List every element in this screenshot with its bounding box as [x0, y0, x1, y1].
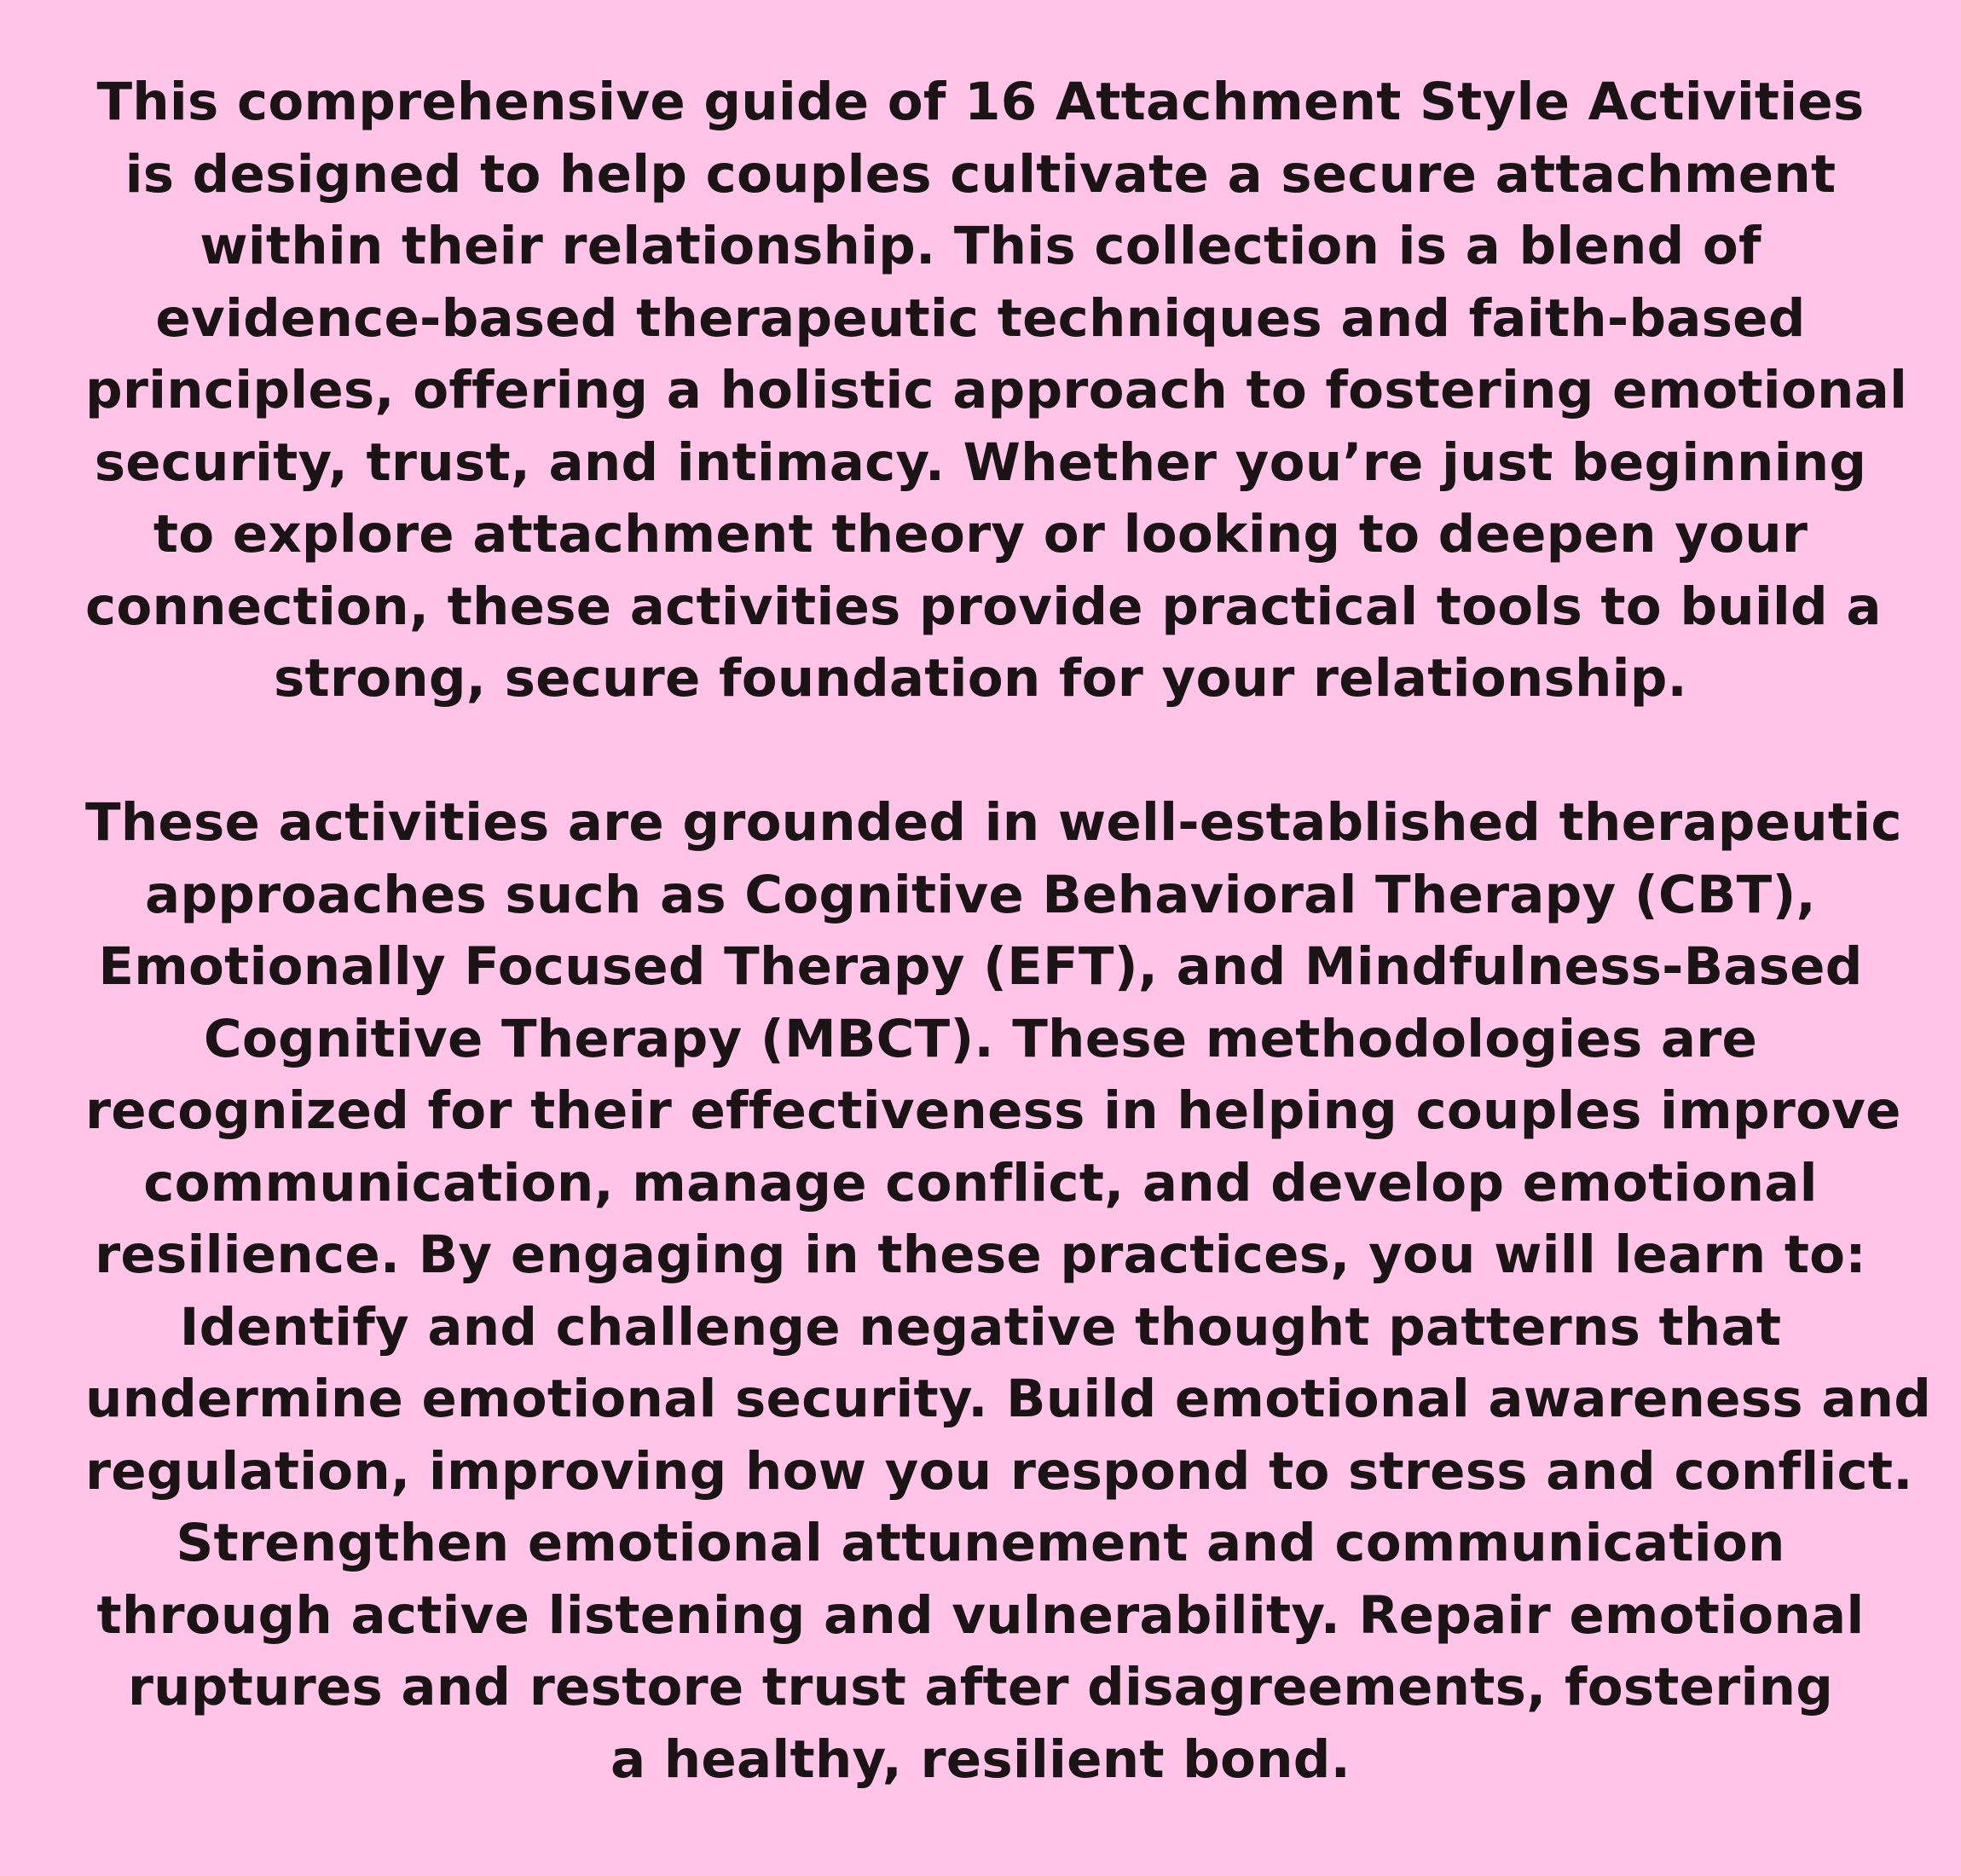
text-line: Identify and challenge negative thought patterns that — [179, 1296, 1782, 1358]
text-line: strong, secure foundation for your relationship. — [274, 648, 1687, 709]
text-line: Emotionally Focused Therapy (EFT), and Mindfulness-Based — [98, 936, 1863, 997]
text-line: resilience. By engaging in these practices, you will learn to: — [95, 1225, 1866, 1285]
text-line: This comprehensive guide of 16 Attachment Style Activities — [96, 72, 1865, 132]
text-line: Strengthen emotional attunement and communication — [176, 1513, 1785, 1573]
text-line: communication, manage conflict, and develop emotional — [143, 1152, 1818, 1213]
text-line: recognized for their effectiveness in helping couples improve — [85, 1080, 1901, 1141]
text-line: within their relationship. This collection is a blend of — [200, 216, 1761, 276]
text-line: undermine emotional security. Build emotional awareness and — [85, 1369, 1932, 1429]
text-line: ruptures and restore trust after disagreements, fostering — [127, 1657, 1834, 1717]
text-line: evidence-based therapeutic techniques and faith-based — [155, 287, 1806, 349]
intro-paragraph — [85, 67, 1908, 715]
text-line: a healthy, resilient bond. — [610, 1728, 1351, 1790]
text-line: is designed to help couples cultivate a secure attachment — [124, 143, 1837, 205]
text-line: approaches such as Cognitive Behavioral Therapy (CBT), — [145, 864, 1816, 925]
text-line: connection, these activities provide practical tools to build a — [85, 576, 1882, 637]
approaches-paragraph — [85, 787, 1932, 1796]
paragraph-spacer — [85, 715, 1876, 788]
text-line: principles, offering a holistic approach to fostering emotional — [85, 360, 1908, 420]
text-line: Cognitive Therapy (MBCT). These methodologies are — [203, 1008, 1758, 1069]
text-line: regulation, improving how you respond to stress and conflict. — [85, 1440, 1913, 1502]
text-line: These activities are grounded in well-established therapeutic — [85, 792, 1902, 853]
text-line: through active listening and vulnerability. Repair emotional — [96, 1584, 1865, 1646]
text-line: to explore attachment theory or looking to deepen your — [153, 504, 1808, 565]
text-line: security, trust, and intimacy. Whether you’re just beginning — [94, 431, 1867, 493]
